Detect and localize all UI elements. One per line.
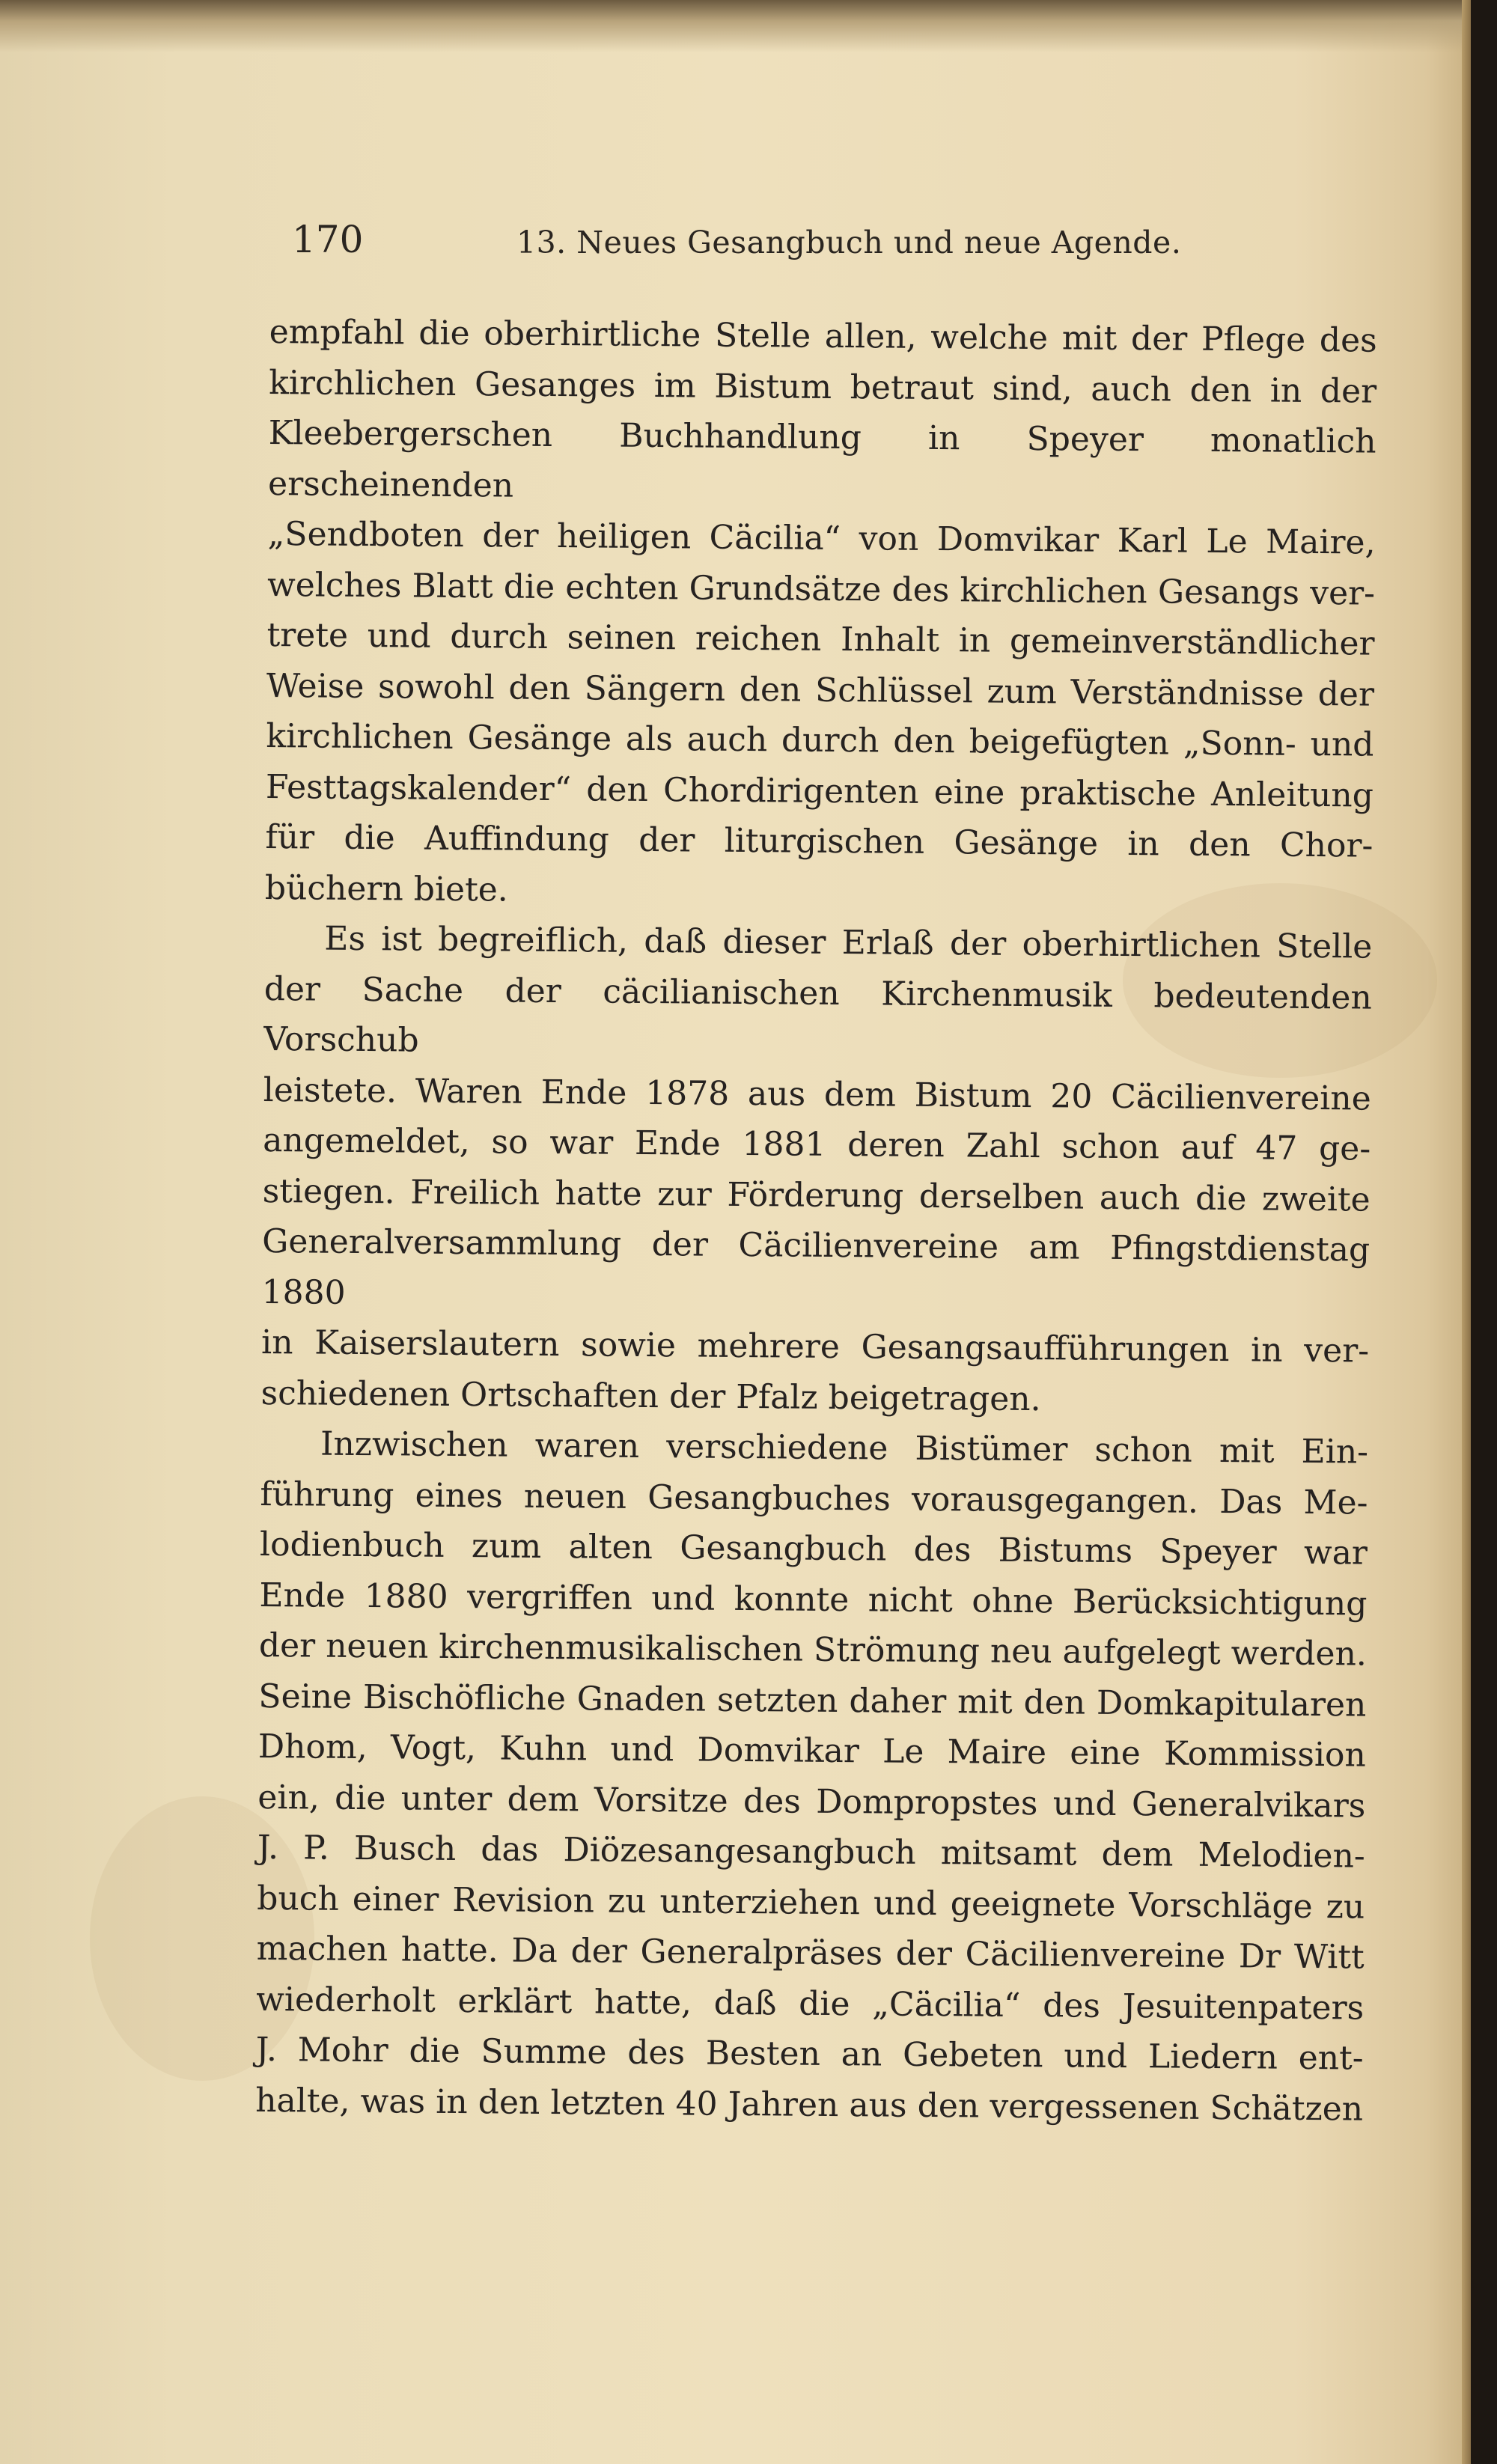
text-line: „Sendboten der heiligen Cäcilia“ von Domvikar Karl Le Maire, [267, 514, 1376, 562]
text-line: der neuen kirchenmusikalischen Strömung neu aufgelegt werden. [258, 1626, 1368, 1674]
text-line: halte, was in den letzten 40 Jahren aus den vergessenen Schätzen [254, 2081, 1364, 2129]
page-edge [1462, 0, 1471, 2464]
text-line: trete und durch seinen reichen Inhalt in gemeinverständlicher [266, 615, 1375, 663]
paragraph-1 [265, 307, 1377, 922]
paragraph-2 [260, 913, 1372, 1427]
text-line: in Kaiserslautern sowie mehrere Gesangsaufführungen in ver- [260, 1323, 1370, 1370]
text-line: machen hatte. Da der Generalpräses der Cäcilienvereine Dr Witt [256, 1929, 1365, 1977]
text-line: für die Auffindung der liturgischen Gesänge in den Chor- [265, 817, 1373, 865]
body-text [255, 307, 1377, 2135]
text-line: führung eines neuen Gesangbuches vorausgegangen. Das Me- [260, 1475, 1368, 1522]
page-top-shadow [0, 0, 1471, 52]
text-line: welches Blatt die echten Grundsätze des kirchlichen Gesangs ver- [266, 565, 1376, 613]
paragraph-3 [255, 1418, 1368, 2135]
text-line: schiedenen Ortschaften der Pfalz beigetragen. [260, 1373, 1041, 1418]
text-line: Seine Bischöfliche Gnaden setzten daher mit den Domkapitularen [258, 1677, 1367, 1725]
text-line: der Sache der cäcilianischen Kirchenmusik bedeutenden Vorschub [263, 969, 1372, 1060]
text-line: buch einer Revision zu unterziehen und geeignete Vorschläge zu [257, 1879, 1365, 1927]
text-line: wiederholt erklärt hatte, daß die „Cäcilia“ des Jesuitenpaters [256, 1980, 1365, 2028]
text-line: J. P. Busch das Diözesangesangbuch mitsamt dem Melodien- [257, 1828, 1365, 1876]
text-line: leistete. Waren Ende 1878 aus dem Bistum 20 Cäcilienvereine [263, 1070, 1371, 1118]
text-line: ein, die unter dem Vorsitze des Dompropstes und Generalvikars [257, 1778, 1366, 1826]
text-line: Dhom, Vogt, Kuhn und Domvikar Le Maire eine Kommission [257, 1727, 1367, 1775]
text-line: Ende 1880 vergriffen und konnte nicht ohne Berücksichtigung [259, 1576, 1368, 1623]
text-line: empfahl die oberhirtliche Stelle allen, welche mit der Pflege des [269, 312, 1377, 360]
text-line: Festtagskalender“ den Chordirigenten eine praktische Anleitung [265, 767, 1374, 815]
text-line: angemeldet, so war Ende 1881 deren Zahl schon auf 47 ge- [263, 1120, 1371, 1168]
text-line: kirchlichen Gesanges im Bistum betraut sind, auch den in der [269, 363, 1377, 411]
text-line: kirchlichen Gesänge als auch durch den beigefügten „Sonn- und [266, 716, 1374, 764]
text-line: J. Mohr die Summe des Besten an Gebeten und Liedern ent- [255, 2030, 1364, 2078]
text-line: Weise sowohl den Sängern den Schlüssel zum Verständnisse der [266, 666, 1375, 714]
text-line: Kleebergerschen Buchhandlung in Speyer monatlich erscheinenden [267, 413, 1376, 505]
text-line: lodienbuch zum alten Gesangbuch des Bistums Speyer war [259, 1525, 1368, 1573]
running-head: 13. Neues Gesangbuch und neue Agende. [516, 225, 1182, 260]
text-line: Generalversammlung der Cäcilienvereine am Pfingstdienstag 1880 [261, 1222, 1371, 1312]
text-line: stiegen. Freilich hatte zur Förderung derselben auch die zweite [262, 1171, 1371, 1219]
text-line: büchern biete. [264, 868, 508, 909]
page-number: 170 [292, 218, 364, 261]
text-line: Es ist begreiflich, daß dieser Erlaß der oberhirtlichen Stelle [324, 919, 1373, 966]
page-header [292, 217, 1385, 269]
text-line: Inzwischen waren verschiedene Bistümer schon mit Ein- [320, 1424, 1369, 1472]
